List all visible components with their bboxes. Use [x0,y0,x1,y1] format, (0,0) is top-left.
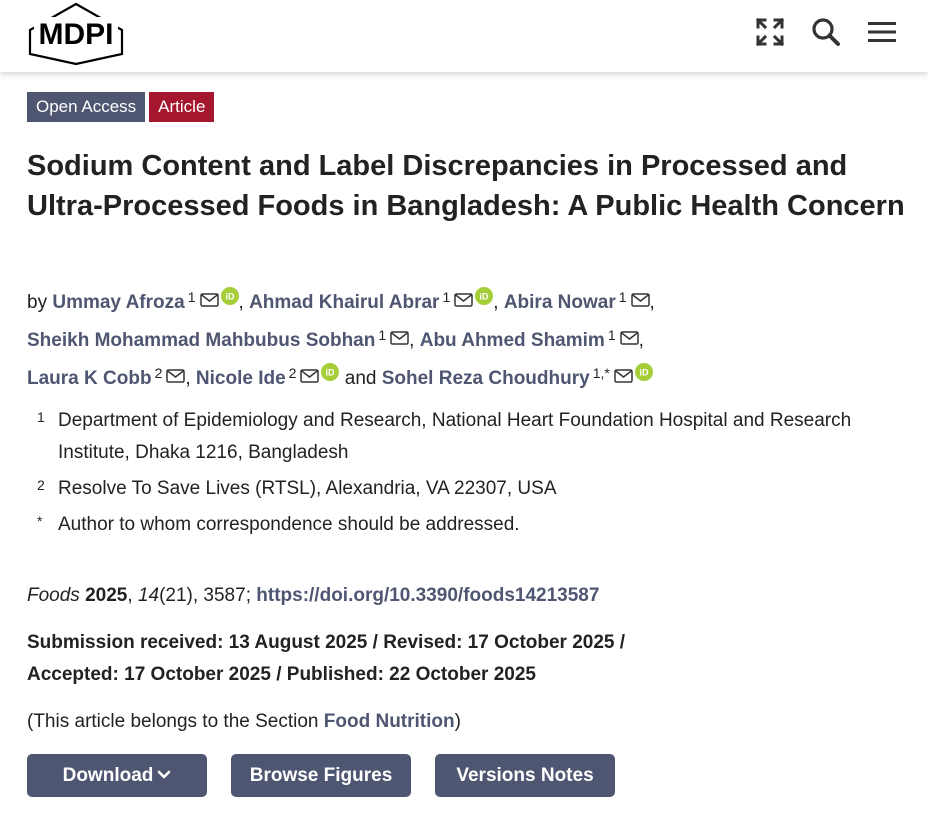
affiliation-number: 2 [37,477,45,493]
citation-volume: 14 [137,585,160,606]
article-type-badge: Article [149,92,214,122]
svg-text:iD: iD [479,291,489,302]
menu-icon[interactable] [866,16,898,48]
affiliation-text: Resolve To Save Lives (RTSL), Alexandria, VA 22307, USA [58,478,557,499]
and-label: and [344,368,377,389]
author-name[interactable]: Laura K Cobb [27,368,152,389]
author-affiliation-number: 1 [618,289,627,305]
email-icon[interactable] [454,293,473,307]
browse-figures-button[interactable]: Browse Figures [231,754,411,797]
author-affiliation-number: 1 [378,327,387,343]
email-icon[interactable] [631,293,650,307]
affiliation-item [37,509,897,541]
author-affiliation-number: 2 [154,365,163,381]
email-icon[interactable] [166,369,185,383]
email-icon[interactable] [614,369,633,383]
section-link[interactable]: Food Nutrition [323,711,455,732]
download-button[interactable] [27,754,207,797]
article-badges [27,92,214,122]
author-affiliation-number: 1,* [592,365,610,381]
author-affiliation-number: 2 [288,365,297,381]
author-affiliation-number: 1 [187,289,196,305]
author-name[interactable]: Abu Ahmed Shamim [419,330,605,351]
author-list: by Ummay Afroza $^1$ iD , Ahmad Khairul Abrar $^1$ iD , Abira Nowar $^1$ , Sheikh Mohammad Mahbubus Sobhan $^1$ , Abu Ahmed Shamim $^1$ , Laura K Cobb $^2$ , Nicole Ide $^2$ iD and Sohel Reza Choudhury $^{1,*}$ iD [27,289,655,389]
affiliation-item [37,473,897,505]
chevron-down-icon [157,770,171,780]
author-affiliation-number: 1 [607,327,616,343]
affiliation-number: 1 [37,409,45,425]
svg-text:iD: iD [225,291,234,302]
author-name[interactable]: Sheikh Mohammad Mahbubus Sobhan [27,330,376,351]
svg-text:iD: iD [325,367,335,378]
site-header [0,0,928,72]
affiliation-text: Department of Epidemiology and Research, National Heart Foundation Hospital and Research Institute, Dhaka 1216, Bangladesh [58,410,852,463]
search-icon[interactable] [810,16,842,48]
orcid-icon[interactable] [475,287,493,305]
affiliation-item [37,405,897,469]
dates-line-2: Accepted: 17 October 2025 / Published: 22 October 2025 [27,664,536,685]
orcid-icon[interactable] [635,363,653,381]
affiliation-number: * [37,513,43,529]
article-title: Sodium Content and Label Discrepancies in Processed and Ultra-Processed Foods in Bangladesh: A Public Health Concern [27,150,905,222]
email-icon[interactable] [620,331,639,345]
affiliation-text: Author to whom correspondence should be addressed. [58,514,520,535]
author-affiliation-number: 1 [442,289,451,305]
email-icon[interactable] [300,369,319,383]
dates-line-1: Submission received: 13 August 2025 / Revised: 17 October 2025 / [27,632,626,653]
orcid-icon[interactable] [221,287,239,305]
doi-link[interactable]: https://doi.org/10.3390/foods14213587 [256,585,600,606]
section-prefix: (This article belongs to the Section [27,711,319,732]
affiliation-list [37,405,897,545]
expand-icon[interactable] [754,16,786,48]
author-name[interactable]: Nicole Ide [195,368,286,389]
logo-text: MDPI [38,18,114,51]
email-icon[interactable] [200,293,219,307]
author-name[interactable]: Ahmad Khairul Abrar [249,292,440,313]
citation-year: 2025 [85,585,128,606]
citation-line: Foods 2025, 14(21), 3587; https://doi.org/10.3390/foods14213587 [27,585,600,606]
author-name[interactable]: Sohel Reza Choudhury [381,368,590,389]
journal-name: Foods [27,585,80,606]
article-dates [27,627,907,691]
mdpi-logo[interactable] [26,2,126,66]
versions-notes-button[interactable]: Versions Notes [435,754,615,797]
open-access-badge[interactable]: Open Access [27,92,145,122]
author-name[interactable]: Abira Nowar [503,292,616,313]
citation-issue-pages: (21), 3587; [159,585,251,606]
section-suffix: ) [454,711,461,732]
by-label: by [27,292,48,313]
author-name[interactable]: Ummay Afroza [52,292,185,313]
orcid-icon[interactable] [321,363,339,381]
email-icon[interactable] [390,331,409,345]
download-label: Download [62,765,154,786]
section-info [27,707,907,737]
svg-text:iD: iD [639,367,649,378]
